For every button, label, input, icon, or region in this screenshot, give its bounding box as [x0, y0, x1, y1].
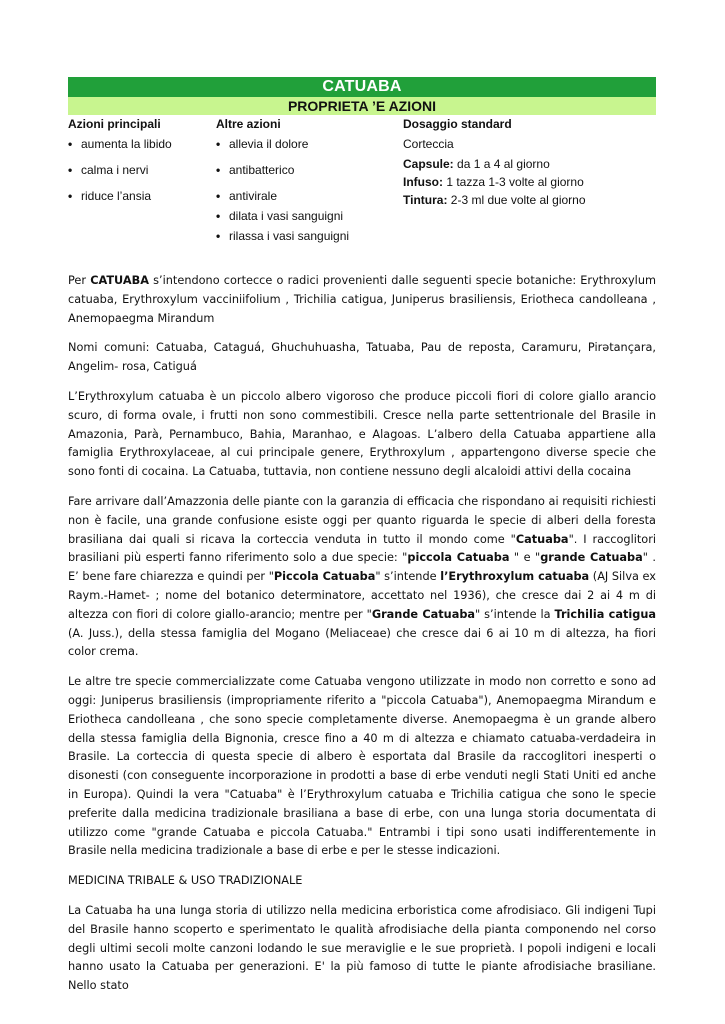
- text-run: (AJ Silva ex Raym.-Hamet- ; nome del botanico determinatore, accettato nel 1936), che cresce dai 2 ai 4 m di altezza con fiori di colore giallo-arancio; mentre per ": [68, 570, 656, 621]
- text-run: Fare arrivare dall’Amazzonia delle piante con la garanzia di efficacia che rispondano ai requisiti richiesti non è facile, una grande confusione esiste oggi per quanto riguarda le specie di alberi della foresta brasiliana dai quali si ricava la corteccia venduta in tutto il mondo come ": [68, 494, 656, 546]
- section-heading-tribal-medicine: MEDICINA TRIBALE & USO TRADIZIONALE: [68, 874, 303, 888]
- list-item: • antivirale: [216, 188, 396, 205]
- dosage-line-infusion: [403, 174, 663, 191]
- text-run: " . E’ bene fare chiarezza e quindi per ": [68, 551, 656, 584]
- text-run: ". I raccoglitori brasiliani più esperti fanno riferimento solo a due specie: ": [68, 532, 656, 565]
- paragraph-species: [68, 272, 656, 328]
- main-actions-column: [68, 116, 208, 214]
- other-actions-list: [216, 136, 396, 245]
- document-body: [68, 272, 656, 1007]
- dosage-column: [403, 116, 663, 210]
- document-title: CATUABA: [68, 77, 656, 97]
- list-item: • riduce l’ansia: [68, 188, 208, 205]
- paragraph-tribal-use: La Catuaba ha una lunga storia di utilizzo nella medicina erboristica come afrodisiaco. Gli indigeni Tupi del Brasile hanno scoperto e sperimentato le qualità afrodisiache della pianta componendo nel corso degli ultimi secoli molte canzoni lodando le sue meraviglie e le sue proprietà. I popoli indigeni e locali hanno usato la Catuaba per generazioni. E' la più famoso di tutte le piante afrodisiache brasiliane. Nello stato: [68, 903, 656, 993]
- text-run-bold: Piccola Catuaba: [273, 570, 376, 584]
- other-actions-column: [216, 116, 396, 248]
- dosage-label: Infuso:: [403, 175, 443, 189]
- text-run-bold: grande Catuaba: [540, 551, 643, 565]
- dosage-line-capsule: [403, 156, 663, 173]
- text-run-bold: piccola Catuaba: [407, 551, 510, 565]
- paragraph-description: L’Erythroxylum catuaba è un piccolo albero vigoroso che produce piccoli fiori di colore giallo arancio scuro, di forma ovale, i frutti non sono commestibili. Cresce nella parte settentrionale del Brasile in Amazonia, Parà, Pernambuco, Bahia, Maranhao, e Alagoas. L’albero della Catuaba appartiene alla famiglia Erythroxylaceae, al cui principale genere, Erythroxylum , appartengono diverse specie che sono fonti di cocaina. La Catuaba, tuttavia, non contiene nessuno degli alcaloidi attivi della cocaina: [68, 389, 656, 479]
- paragraph-other-species: Le altre tre specie commercializzate come Catuaba vengono utilizzate in modo non corretto e sono ad oggi: Juniperus brasiliensis (impropriamente riferito a "piccola Catuaba"), Anemopaegma Mirandum e Eriotheca candolleana , che sono specie completamente diverse. Anemopaegma è un grande albero della stessa famiglia della Bignonia, cresce fino a 40 m di altezza e chiamato catuaba-verdadeira in Brasile. La corteccia di questa specie di albero è esportata dal Brasile da raccoglitori inesperti o disonesti (con conseguente incorporazione in prodotti a base di erbe venduti negli Stati Uniti ed anche in Europa). Quindi la vera "Catuaba" è l’Erythroxylum catuaba e Trichilia catigua che sono le specie preferite dalla medicina tradizionale brasiliana a base di erbe, con una lunga storia documentata di utilizzo come "grande Catuaba e piccola Catuaba." Entrambi i tipi sono usati indifferentemente in Brasile nella medicina tradizionale a base di erbe e per le stesse indicazioni.: [68, 675, 656, 858]
- dosage-label: Capsule:: [403, 157, 454, 171]
- text-run-bold: l’Erythroxylum catuaba: [440, 570, 590, 584]
- text-run: " e ": [509, 551, 541, 565]
- list-item: • dilata i vasi sanguigni: [216, 208, 396, 225]
- text-run: (A. Juss.), della stessa famiglia del Mogano (Meliaceae) che cresce dai 6 ai 10 m di altezza, ha fiori color crema.: [68, 626, 656, 659]
- list-item: • antibatterico: [216, 162, 396, 179]
- dosage-heading: Dosaggio standard: [403, 117, 512, 131]
- main-actions-heading: Azioni principali: [68, 117, 161, 131]
- text-run: " s’intende: [375, 570, 441, 584]
- dosage-line-tincture: [403, 192, 663, 209]
- paragraph-common-names: Nomi comuni: Catuaba, Cataguá, Ghuchuhuasha, Tatuaba, Pau de reposta, Caramuru, Pirətançara, Angelim- rosa, Catiguá: [68, 341, 656, 374]
- dosage-part: Corteccia: [403, 137, 454, 151]
- text-run: s’intendono cortecce o radici provenienti dalle seguenti specie botaniche: Erythroxylum catuaba, Erythroxylum vacciniifolium , Trichilia catigua, Juniperus brasiliensis, Eriotheca candolleana , Anemopaegma Mirandum: [68, 274, 656, 325]
- paragraph-sourcing: [68, 493, 656, 662]
- text-run-bold: CATUABA: [90, 274, 149, 287]
- text-run-bold: Catuaba: [515, 532, 569, 546]
- dosage-label: Tintura:: [403, 193, 448, 207]
- dosage-text: da 1 a 4 al giorno: [453, 157, 550, 171]
- section-subtitle: PROPRIETA ’E AZIONI: [68, 97, 656, 115]
- other-actions-heading: Altre azioni: [216, 117, 281, 131]
- list-item: • allevia il dolore: [216, 136, 396, 153]
- dosage-text: 2-3 ml due volte al giorno: [447, 193, 586, 207]
- text-run-bold: Grande Catuaba: [371, 607, 476, 621]
- text-run: " s’intende la: [475, 607, 555, 621]
- list-item: • calma i nervi: [68, 162, 208, 179]
- list-item: • rilassa i vasi sanguigni: [216, 228, 396, 245]
- main-actions-list: [68, 136, 208, 205]
- dosage-text: 1 tazza 1-3 volte al giorno: [443, 175, 584, 189]
- text-run: Per: [68, 274, 91, 287]
- text-run-bold: Trichilia catigua: [554, 607, 656, 621]
- list-item: • aumenta la libido: [68, 136, 208, 153]
